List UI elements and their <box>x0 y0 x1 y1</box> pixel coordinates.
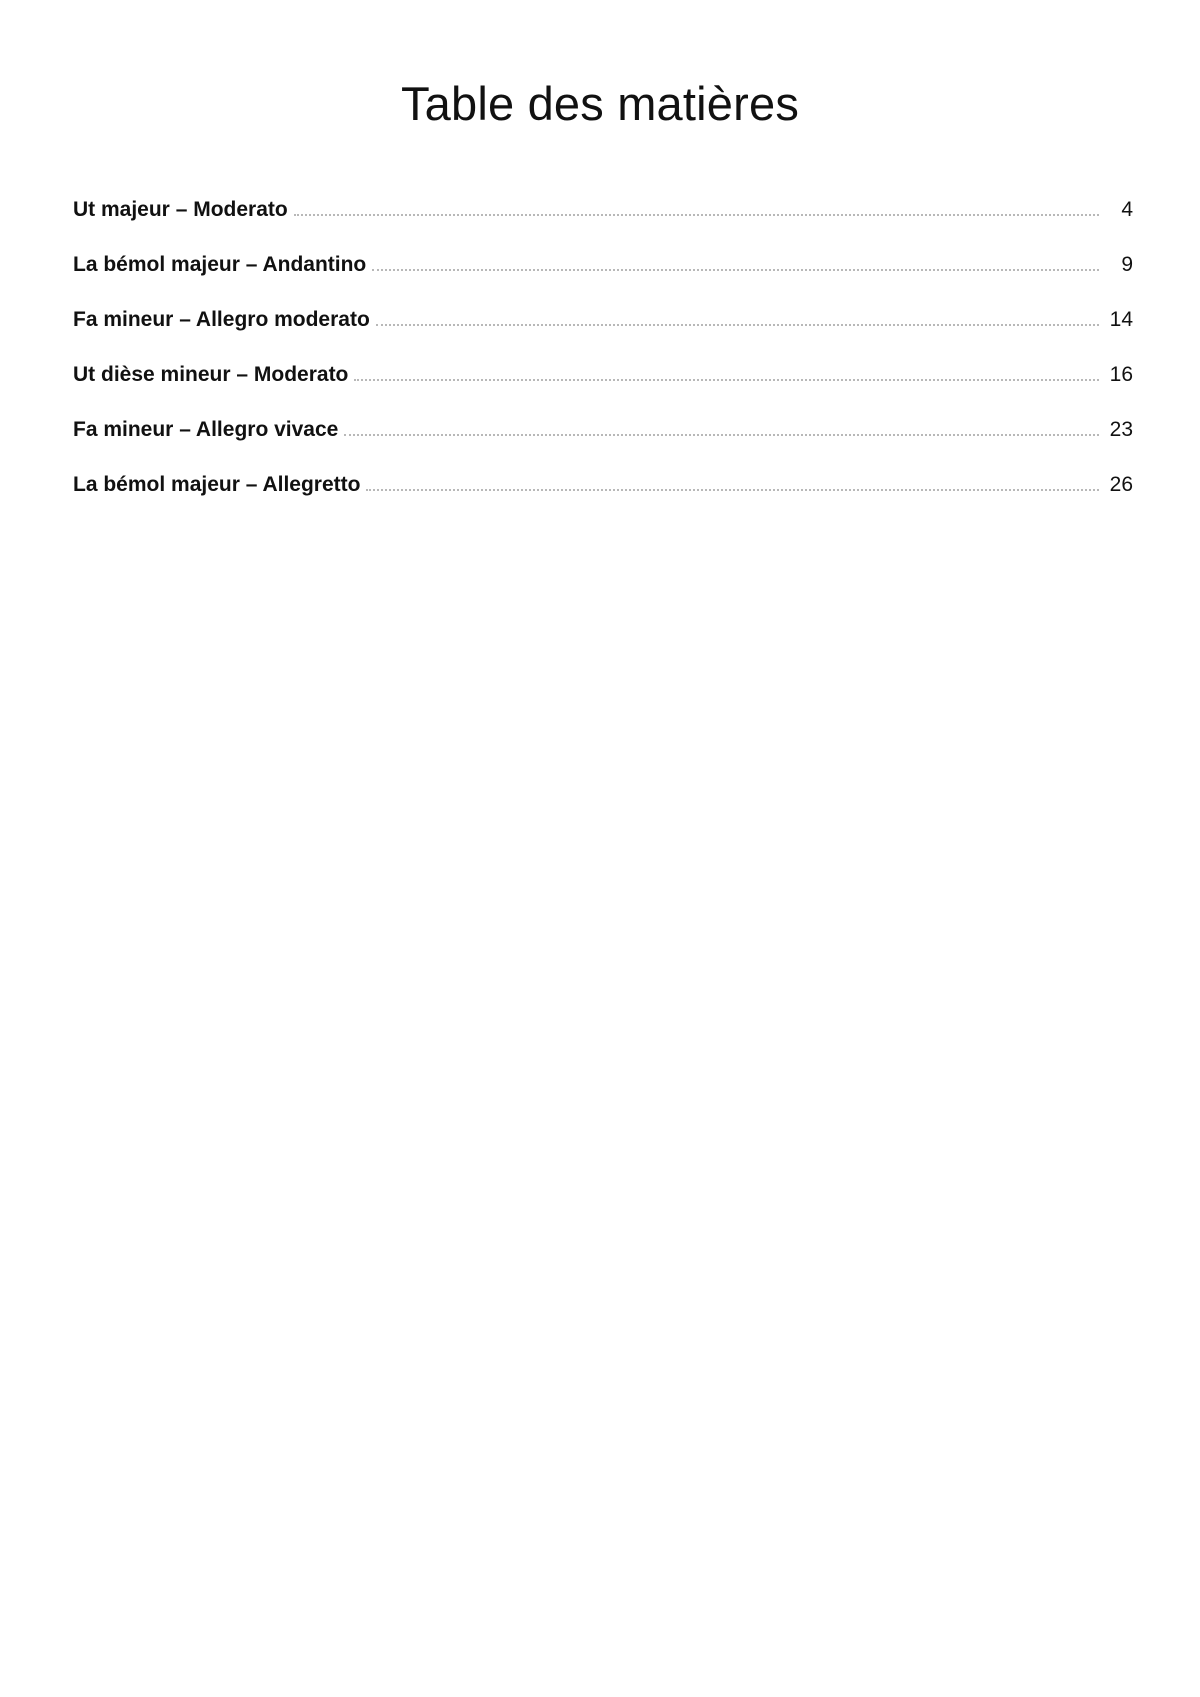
toc-entry[interactable] <box>73 237 1133 292</box>
dot-leader <box>366 489 1099 491</box>
toc-entry-title[interactable]: Fa mineur – Allegro moderato <box>73 308 370 331</box>
toc-entry-page-number[interactable]: 26 <box>1109 473 1133 496</box>
dot-leader <box>372 269 1099 271</box>
toc-entry-page-number[interactable]: 16 <box>1109 363 1133 386</box>
dot-leader <box>376 324 1099 326</box>
toc-entry-page-number[interactable]: 14 <box>1109 308 1133 331</box>
toc-entry-title[interactable]: La bémol majeur – Allegretto <box>73 473 361 496</box>
toc-entry-title[interactable]: Ut dièse mineur – Moderato <box>73 363 349 386</box>
dot-leader <box>344 434 1099 436</box>
toc-entry[interactable] <box>73 347 1133 402</box>
toc-entry-page-number[interactable]: 9 <box>1121 253 1133 276</box>
toc-entry-page-number[interactable]: 4 <box>1121 198 1133 221</box>
toc-entry-title[interactable]: La bémol majeur – Andantino <box>73 253 367 276</box>
toc-entry-title[interactable]: Ut majeur – Moderato <box>73 198 288 221</box>
toc-entry[interactable] <box>73 402 1133 457</box>
dot-leader <box>294 214 1099 216</box>
toc-entry-page-number[interactable]: 23 <box>1109 418 1133 441</box>
toc-entry-title[interactable]: Fa mineur – Allegro vivace <box>73 418 339 441</box>
table-of-contents <box>73 182 1133 512</box>
toc-entry[interactable] <box>73 457 1133 512</box>
dot-leader <box>354 379 1099 381</box>
toc-entry[interactable] <box>73 292 1133 347</box>
toc-entry[interactable] <box>73 182 1133 237</box>
page-title: Table des matières <box>400 77 800 130</box>
